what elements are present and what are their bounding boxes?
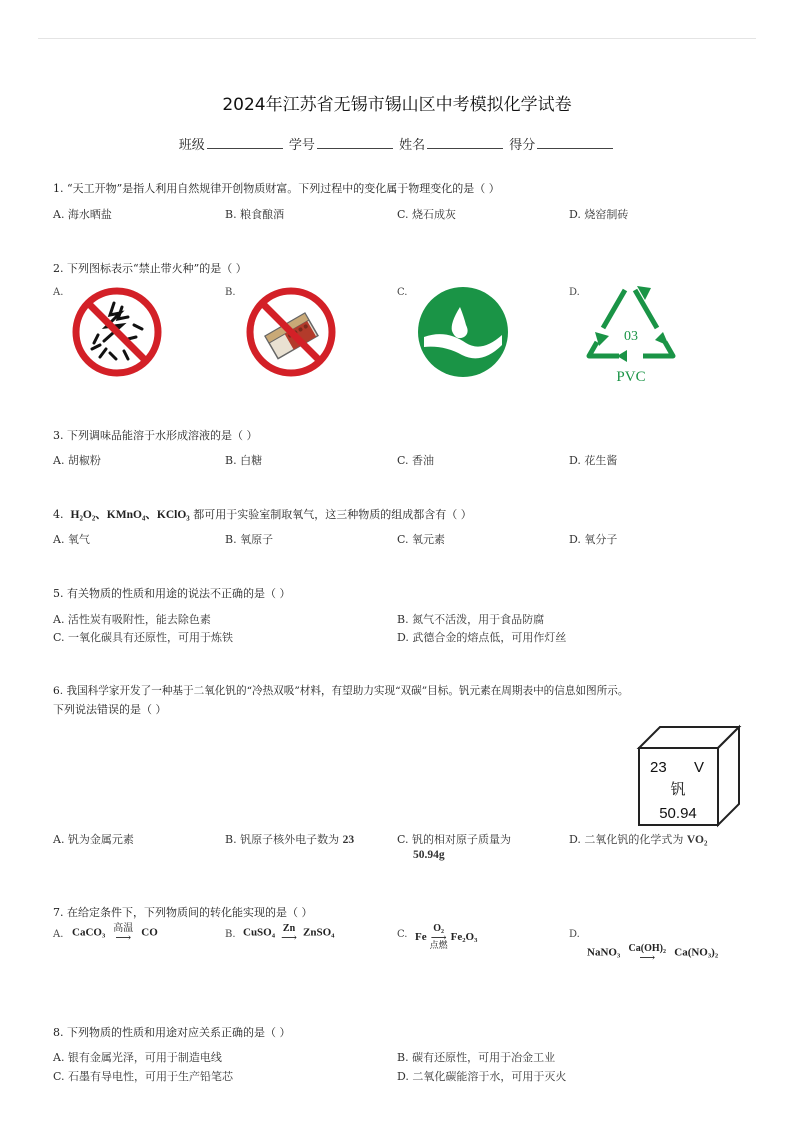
q4-formulas: H₂O₂、KMnO₄、KClO₃ [70,509,190,521]
q4-number: 4. [53,508,64,521]
q7-b-product: ZnSO₄ [303,926,335,939]
q2-label-b: B. [225,287,236,298]
q6-option-a[interactable]: A. 钒为金属元素 [53,833,134,846]
class-blank[interactable] [207,136,283,149]
recycle-pvc-icon[interactable] [585,284,679,384]
element-symbol: V [694,759,705,776]
question-5-stem: 5. 有关物质的性质和用途的说法不正确的是（ ） [53,587,291,600]
q6-option-c-text: C. 钒的相对原子质量为 [397,833,512,846]
q7-b-condition: Zn [282,923,296,934]
q3-option-d[interactable]: D. 花生酱 [569,454,618,467]
q7-reaction-a[interactable]: CaCO₃ 高温 ⟶ CO [72,923,158,944]
q5-option-b[interactable]: B. 氮气不活泼，用于食品防腐 [397,613,545,626]
element-name: 钒 [670,780,686,798]
q7-c-product: Fe₂O₃ [450,931,478,944]
q7-c-condition-top: O₂ [433,923,444,934]
q4-option-a[interactable]: A. 氧气 [53,533,90,546]
q1-option-a[interactable]: A. 海水晒盐 [53,208,112,221]
q3-option-c[interactable]: C. 香油 [397,454,435,467]
q7-label-b: B. [225,929,236,940]
q7-c-condition-bottom: 点燃 [429,941,448,951]
q8-option-c[interactable]: C. 石墨有导电性，可用于生产铅笔芯 [53,1070,234,1083]
element-number: 23 [650,759,667,776]
question-1-stem: 1. “天工开物”是指人利用自然规律开创物质财富。下列过程中的变化属于物理变化的是（ ） [53,182,500,195]
q7-d-reactant: NaNO₃ [587,946,621,959]
id-label: 学号 [288,138,315,153]
score-label: 得分 [509,138,536,153]
q6-option-d-text: D. 二氧化钒的化学式为 [569,833,684,846]
q4-option-b[interactable]: B. 氧原子 [225,533,274,546]
question-6-stem-line1: 6. 我国科学家开发了一种基于二氧化钒的“冷热双吸”材料，有望助力实现“双碳”目标。钒元素在周期表中的信息如图所示。 [53,685,629,697]
q1-option-b[interactable]: B. 粮食酿酒 [225,208,285,221]
exam-title: 2024年江苏省无锡市锡山区中考模拟化学试卷 [222,95,572,115]
q7-c-reactant: Fe [415,931,427,944]
q5-option-d[interactable]: D. 武德合金的熔点低，可用作灯丝 [397,631,567,644]
q6-option-b[interactable] [225,831,354,847]
q8-option-d[interactable]: D. 二氧化碳能溶于水，可用于灭火 [397,1070,567,1083]
q3-option-a[interactable]: A. 胡椒粉 [53,454,101,467]
no-fireworks-icon[interactable] [70,285,164,379]
q6-option-c[interactable] [397,831,511,847]
question-8-stem: 8. 下列物质的性质和用途对应关系正确的是（ ） [53,1026,291,1039]
q6-option-d[interactable] [569,831,707,847]
recycle-text: PVC [616,369,646,384]
q7-d-product: Ca(NO₃)₂ [674,946,719,959]
q7-label-c: C. [397,929,408,940]
q6-option-b-value: 23 [342,834,355,846]
score-blank[interactable] [537,136,613,149]
id-blank[interactable] [317,136,393,149]
name-blank[interactable] [427,136,503,149]
q7-b-reactant: CuSO₄ [243,926,276,939]
name-label: 姓名 [399,138,426,153]
q6-option-d-value: VO₂ [686,834,708,846]
q2-label-c: C. [397,287,408,298]
q5-option-a[interactable]: A. 活性炭有吸附性，能去除色素 [53,613,211,626]
class-label: 班级 [178,138,205,153]
question-4-stem [53,506,472,522]
q7-d-condition: Ca(OH)₂ [628,943,666,954]
q4-option-c[interactable]: C. 氧元素 [397,533,446,546]
q6-option-b-text: B. 钒原子核外电子数为 [225,833,340,846]
recycle-number: 03 [624,329,638,344]
q8-option-a[interactable]: A. 银有金属光泽，可用于制造电线 [53,1051,222,1064]
no-matches-icon[interactable] [244,285,338,379]
q1-option-d[interactable]: D. 烧窑制砖 [569,208,629,221]
q7-reaction-c[interactable]: Fe O₂ ⟶ 点燃 Fe₂O₃ [415,923,478,951]
question-6-stem-line2: 下列说法错误的是（ ） [53,703,167,716]
q3-option-b[interactable]: B. 白糖 [225,454,263,467]
q7-a-product: CO [141,926,158,939]
q7-a-reactant: CaCO₃ [72,926,106,939]
student-info-line [0,134,794,153]
question-7-stem: 7. 在给定条件下，下列物质间的转化能实现的是（ ） [53,906,313,919]
q7-a-condition: 高温 [113,923,134,934]
q7-label-d: D. [569,929,580,940]
q4-stem-text: 都可用于实验室制取氧气，这三种物质的组成都含有（ ） [189,508,472,521]
q5-option-c[interactable]: C. 一氧化碳具有还原性，可用于炼铁 [53,631,234,644]
q7-label-a: A. [53,929,64,940]
q8-option-b[interactable]: B. 碳有还原性，可用于冶金工业 [397,1051,556,1064]
page-top-rule [38,38,756,39]
question-3-stem: 3. 下列调味品能溶于水形成溶液的是（ ） [53,429,258,442]
q6-option-c-value: 50.94g [413,849,445,861]
vanadium-element-cube [636,724,742,828]
q2-label-d: D. [569,287,580,298]
q7-reaction-b[interactable]: CuSO₄ Zn ⟶ ZnSO₄ [243,923,335,944]
q2-label-a: A. [53,287,64,298]
question-2-stem: 2. 下列图标表示“禁止带火种”的是（ ） [53,262,247,275]
water-saving-icon[interactable] [416,285,510,379]
q4-option-d[interactable]: D. 氧分子 [569,533,618,546]
q1-option-c[interactable]: C. 烧石成灰 [397,208,457,221]
q7-reaction-d[interactable]: NaNO₃ Ca(OH)₂ ⟶ Ca(NO₃)₂ [587,943,719,964]
element-mass: 50.94 [659,805,697,822]
